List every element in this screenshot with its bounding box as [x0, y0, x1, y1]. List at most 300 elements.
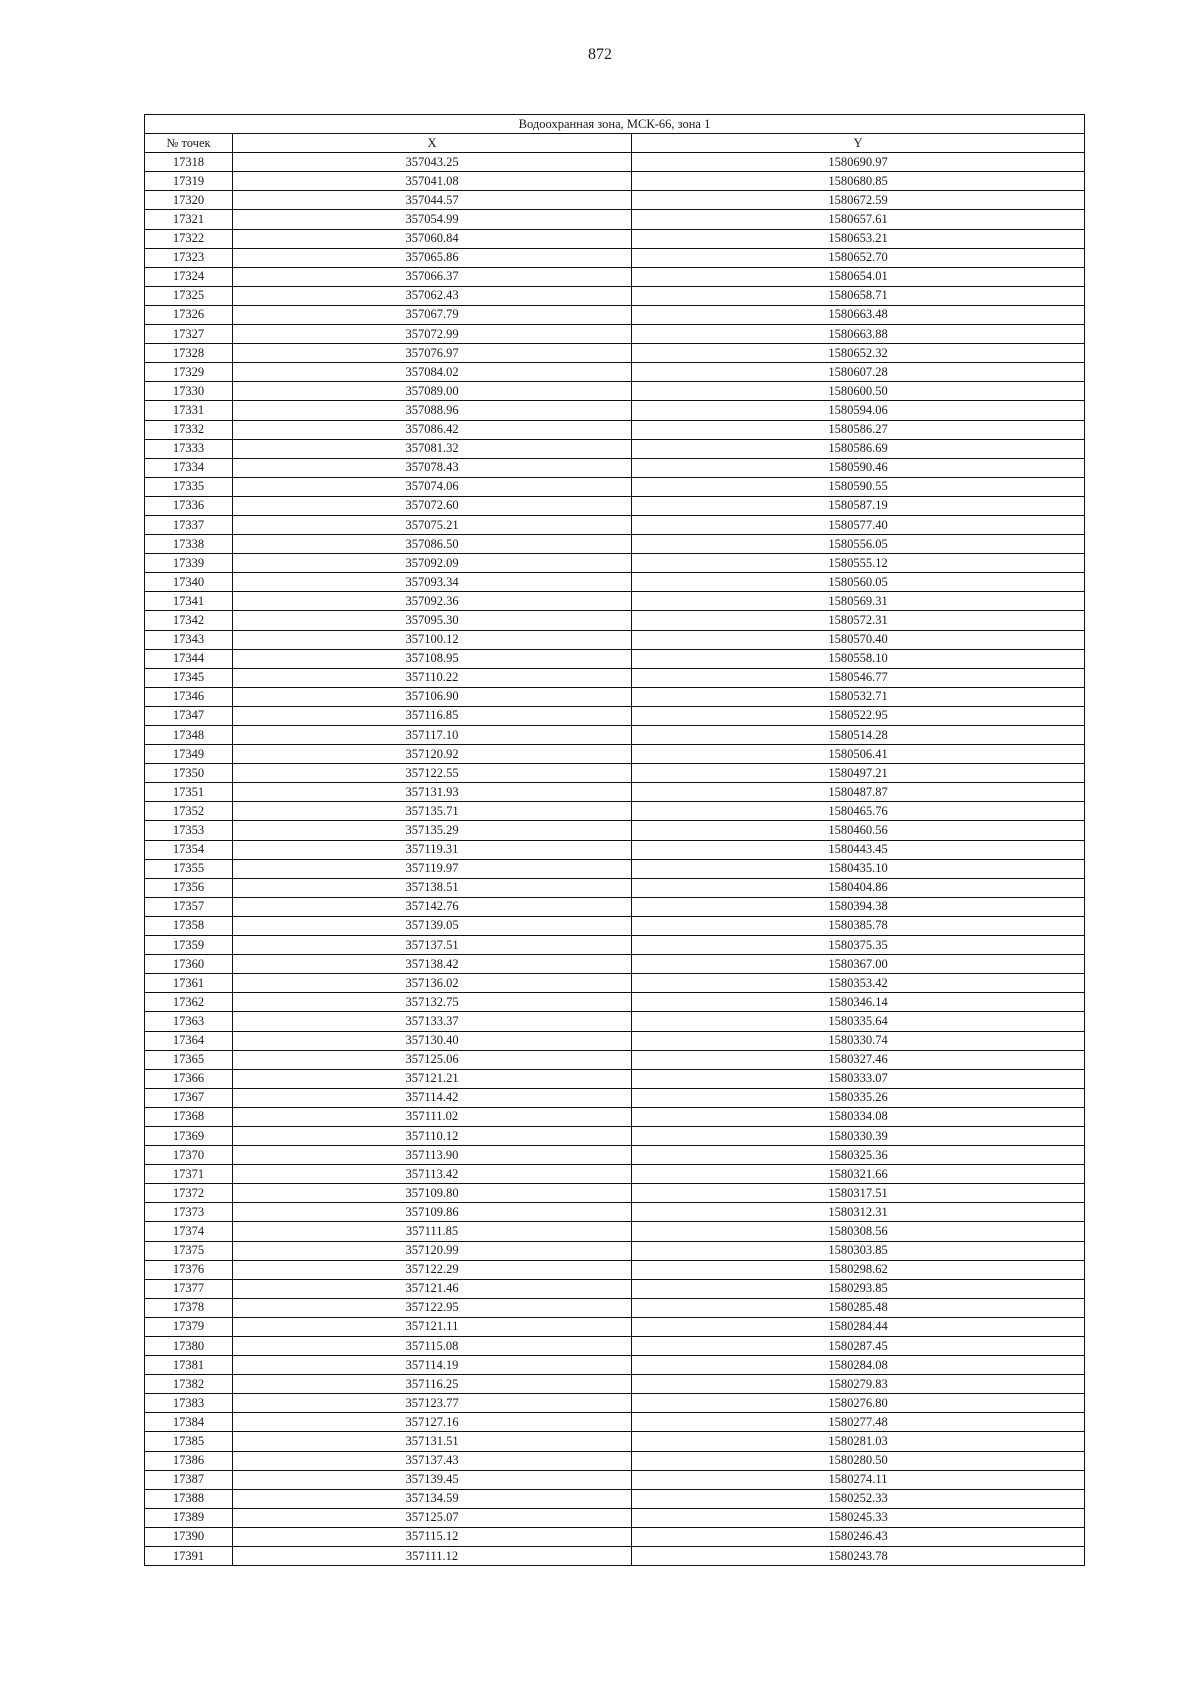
- y-coordinate-cell: 1580594.06: [632, 401, 1085, 420]
- point-number-cell: 17375: [145, 1241, 233, 1260]
- x-coordinate-cell: 357138.51: [233, 878, 632, 897]
- y-coordinate-cell: 1580586.27: [632, 420, 1085, 439]
- table-row: [145, 1489, 1085, 1508]
- point-number-cell: 17383: [145, 1394, 233, 1413]
- table-row: [145, 458, 1085, 477]
- table-row: [145, 229, 1085, 248]
- x-coordinate-cell: 357125.06: [233, 1050, 632, 1069]
- point-number-cell: 17354: [145, 840, 233, 859]
- point-number-cell: 17378: [145, 1298, 233, 1317]
- y-coordinate-cell: 1580435.10: [632, 859, 1085, 878]
- table-row: [145, 153, 1085, 172]
- table-row: [145, 573, 1085, 592]
- y-coordinate-cell: 1580654.01: [632, 267, 1085, 286]
- y-coordinate-cell: 1580252.33: [632, 1489, 1085, 1508]
- x-coordinate-cell: 357093.34: [233, 573, 632, 592]
- point-number-cell: 17336: [145, 496, 233, 515]
- y-coordinate-cell: 1580303.85: [632, 1241, 1085, 1260]
- y-coordinate-cell: 1580293.85: [632, 1279, 1085, 1298]
- point-number-cell: 17365: [145, 1050, 233, 1069]
- table-row: [145, 1375, 1085, 1394]
- table-row: [145, 649, 1085, 668]
- table-row: [145, 1260, 1085, 1279]
- point-number-cell: 17379: [145, 1317, 233, 1336]
- y-coordinate-cell: 1580680.85: [632, 172, 1085, 191]
- x-coordinate-cell: 357109.86: [233, 1203, 632, 1222]
- point-number-cell: 17347: [145, 706, 233, 725]
- point-number-cell: 17321: [145, 210, 233, 229]
- y-coordinate-cell: 1580334.08: [632, 1107, 1085, 1126]
- table-row: [145, 1356, 1085, 1375]
- point-number-cell: 17337: [145, 515, 233, 534]
- y-coordinate-cell: 1580317.51: [632, 1184, 1085, 1203]
- point-number-cell: 17323: [145, 248, 233, 267]
- y-coordinate-cell: 1580333.07: [632, 1069, 1085, 1088]
- point-number-cell: 17360: [145, 955, 233, 974]
- point-number-cell: 17325: [145, 286, 233, 305]
- point-number-cell: 17382: [145, 1375, 233, 1394]
- x-coordinate-cell: 357054.99: [233, 210, 632, 229]
- table-row: [145, 1203, 1085, 1222]
- table-title: Водоохранная зона, МСК-66, зона 1: [145, 115, 1085, 134]
- x-coordinate-cell: 357114.42: [233, 1088, 632, 1107]
- point-number-cell: 17320: [145, 191, 233, 210]
- point-number-cell: 17346: [145, 687, 233, 706]
- table-row: [145, 630, 1085, 649]
- x-coordinate-cell: 357139.05: [233, 916, 632, 935]
- table-row: [145, 802, 1085, 821]
- x-coordinate-cell: 357067.79: [233, 305, 632, 324]
- point-number-cell: 17369: [145, 1126, 233, 1145]
- y-coordinate-cell: 1580335.64: [632, 1012, 1085, 1031]
- table-row: [145, 783, 1085, 802]
- point-number-cell: 17319: [145, 172, 233, 191]
- point-number-cell: 17374: [145, 1222, 233, 1241]
- x-coordinate-cell: 357119.31: [233, 840, 632, 859]
- y-coordinate-cell: 1580284.44: [632, 1317, 1085, 1336]
- y-coordinate-cell: 1580367.00: [632, 955, 1085, 974]
- y-coordinate-cell: 1580658.71: [632, 286, 1085, 305]
- y-coordinate-cell: 1580672.59: [632, 191, 1085, 210]
- point-number-cell: 17351: [145, 783, 233, 802]
- table-row: [145, 1279, 1085, 1298]
- x-coordinate-cell: 357137.43: [233, 1451, 632, 1470]
- table-row: [145, 420, 1085, 439]
- y-coordinate-cell: 1580497.21: [632, 764, 1085, 783]
- point-number-cell: 17385: [145, 1432, 233, 1451]
- table-row: [145, 1317, 1085, 1336]
- point-number-cell: 17377: [145, 1279, 233, 1298]
- x-coordinate-cell: 357076.97: [233, 344, 632, 363]
- point-number-cell: 17363: [145, 1012, 233, 1031]
- x-coordinate-cell: 357122.55: [233, 764, 632, 783]
- y-coordinate-cell: 1580460.56: [632, 821, 1085, 840]
- point-number-cell: 17330: [145, 382, 233, 401]
- point-number-cell: 17341: [145, 592, 233, 611]
- x-coordinate-cell: 357066.37: [233, 267, 632, 286]
- table-row: [145, 344, 1085, 363]
- y-coordinate-cell: 1580556.05: [632, 535, 1085, 554]
- y-coordinate-cell: 1580330.74: [632, 1031, 1085, 1050]
- y-coordinate-cell: 1580487.87: [632, 783, 1085, 802]
- point-number-cell: 17386: [145, 1451, 233, 1470]
- x-coordinate-cell: 357084.02: [233, 363, 632, 382]
- x-coordinate-cell: 357132.75: [233, 993, 632, 1012]
- table-row: [145, 210, 1085, 229]
- table-row: [145, 305, 1085, 324]
- table-row: [145, 993, 1085, 1012]
- x-coordinate-cell: 357089.00: [233, 382, 632, 401]
- table-row: [145, 1470, 1085, 1489]
- x-coordinate-cell: 357121.21: [233, 1069, 632, 1088]
- table-row: [145, 1088, 1085, 1107]
- table-row: [145, 1547, 1085, 1566]
- table-row: [145, 286, 1085, 305]
- table-row: [145, 554, 1085, 573]
- point-number-cell: 17391: [145, 1547, 233, 1566]
- y-coordinate-cell: 1580663.88: [632, 325, 1085, 344]
- x-coordinate-cell: 357130.40: [233, 1031, 632, 1050]
- table-row: [145, 1337, 1085, 1356]
- x-coordinate-cell: 357120.92: [233, 745, 632, 764]
- point-number-cell: 17353: [145, 821, 233, 840]
- y-coordinate-cell: 1580385.78: [632, 916, 1085, 935]
- y-coordinate-cell: 1580465.76: [632, 802, 1085, 821]
- x-coordinate-cell: 357078.43: [233, 458, 632, 477]
- table-row: [145, 248, 1085, 267]
- x-coordinate-cell: 357114.19: [233, 1356, 632, 1375]
- point-number-cell: 17357: [145, 897, 233, 916]
- y-coordinate-cell: 1580285.48: [632, 1298, 1085, 1317]
- x-coordinate-cell: 357136.02: [233, 974, 632, 993]
- point-number-cell: 17324: [145, 267, 233, 286]
- point-number-cell: 17344: [145, 649, 233, 668]
- table-row: [145, 191, 1085, 210]
- y-coordinate-cell: 1580394.38: [632, 897, 1085, 916]
- point-number-cell: 17352: [145, 802, 233, 821]
- table-header-row: [145, 134, 1085, 153]
- table-row: [145, 515, 1085, 534]
- point-number-cell: 17373: [145, 1203, 233, 1222]
- point-number-cell: 17366: [145, 1069, 233, 1088]
- point-number-cell: 17348: [145, 726, 233, 745]
- x-coordinate-cell: 357142.76: [233, 897, 632, 916]
- point-number-cell: 17388: [145, 1489, 233, 1508]
- point-number-cell: 17390: [145, 1527, 233, 1546]
- x-coordinate-cell: 357123.77: [233, 1394, 632, 1413]
- x-coordinate-cell: 357106.90: [233, 687, 632, 706]
- point-number-cell: 17380: [145, 1337, 233, 1356]
- point-number-cell: 17387: [145, 1470, 233, 1489]
- x-coordinate-cell: 357134.59: [233, 1489, 632, 1508]
- y-coordinate-cell: 1580590.46: [632, 458, 1085, 477]
- x-coordinate-cell: 357110.12: [233, 1126, 632, 1145]
- table-row: [145, 878, 1085, 897]
- x-coordinate-cell: 357135.71: [233, 802, 632, 821]
- table-row: [145, 1126, 1085, 1145]
- point-number-cell: 17331: [145, 401, 233, 420]
- point-number-cell: 17389: [145, 1508, 233, 1527]
- x-coordinate-cell: 357113.90: [233, 1146, 632, 1165]
- y-coordinate-cell: 1580663.48: [632, 305, 1085, 324]
- point-number-cell: 17364: [145, 1031, 233, 1050]
- table-row: [145, 439, 1085, 458]
- point-number-cell: 17371: [145, 1165, 233, 1184]
- point-number-cell: 17368: [145, 1107, 233, 1126]
- point-number-cell: 17335: [145, 477, 233, 496]
- x-coordinate-cell: 357121.46: [233, 1279, 632, 1298]
- point-number-cell: 17333: [145, 439, 233, 458]
- point-number-cell: 17384: [145, 1413, 233, 1432]
- table-row: [145, 1451, 1085, 1470]
- x-coordinate-cell: 357122.95: [233, 1298, 632, 1317]
- y-coordinate-cell: 1580572.31: [632, 611, 1085, 630]
- y-coordinate-cell: 1580245.33: [632, 1508, 1085, 1527]
- point-number-cell: 17370: [145, 1146, 233, 1165]
- table-row: [145, 325, 1085, 344]
- table-row: [145, 1432, 1085, 1451]
- table-row: [145, 496, 1085, 515]
- table-row: [145, 916, 1085, 935]
- point-number-cell: 17381: [145, 1356, 233, 1375]
- point-number-cell: 17359: [145, 936, 233, 955]
- point-number-cell: 17338: [145, 535, 233, 554]
- y-coordinate-cell: 1580514.28: [632, 726, 1085, 745]
- x-coordinate-cell: 357110.22: [233, 668, 632, 687]
- table-row: [145, 1298, 1085, 1317]
- point-number-cell: 17322: [145, 229, 233, 248]
- point-number-cell: 17361: [145, 974, 233, 993]
- x-coordinate-cell: 357127.16: [233, 1413, 632, 1432]
- table-row: [145, 1394, 1085, 1413]
- table-row: [145, 382, 1085, 401]
- table-row: [145, 687, 1085, 706]
- y-coordinate-cell: 1580312.31: [632, 1203, 1085, 1222]
- table-row: [145, 1241, 1085, 1260]
- y-coordinate-cell: 1580443.45: [632, 840, 1085, 859]
- point-number-cell: 17362: [145, 993, 233, 1012]
- table-row: [145, 477, 1085, 496]
- x-coordinate-cell: 357086.42: [233, 420, 632, 439]
- table-row: [145, 936, 1085, 955]
- table-row: [145, 821, 1085, 840]
- y-coordinate-cell: 1580569.31: [632, 592, 1085, 611]
- table-row: [145, 840, 1085, 859]
- y-coordinate-cell: 1580287.45: [632, 1337, 1085, 1356]
- x-coordinate-cell: 357074.06: [233, 477, 632, 496]
- y-coordinate-cell: 1580353.42: [632, 974, 1085, 993]
- point-number-cell: 17326: [145, 305, 233, 324]
- x-coordinate-cell: 357111.12: [233, 1547, 632, 1566]
- point-number-cell: 17376: [145, 1260, 233, 1279]
- x-coordinate-cell: 357075.21: [233, 515, 632, 534]
- table-row: [145, 1107, 1085, 1126]
- table-row: [145, 1527, 1085, 1546]
- table-title-row: [145, 115, 1085, 134]
- y-coordinate-cell: 1580308.56: [632, 1222, 1085, 1241]
- y-coordinate-cell: 1580586.69: [632, 439, 1085, 458]
- table-row: [145, 745, 1085, 764]
- y-coordinate-cell: 1580657.61: [632, 210, 1085, 229]
- x-coordinate-cell: 357062.43: [233, 286, 632, 305]
- x-coordinate-cell: 357108.95: [233, 649, 632, 668]
- y-coordinate-cell: 1580546.77: [632, 668, 1085, 687]
- table-row: [145, 1031, 1085, 1050]
- y-coordinate-cell: 1580532.71: [632, 687, 1085, 706]
- y-coordinate-cell: 1580600.50: [632, 382, 1085, 401]
- y-coordinate-cell: 1580346.14: [632, 993, 1085, 1012]
- x-coordinate-cell: 357138.42: [233, 955, 632, 974]
- y-coordinate-cell: 1580652.32: [632, 344, 1085, 363]
- x-coordinate-cell: 357116.25: [233, 1375, 632, 1394]
- x-coordinate-cell: 357095.30: [233, 611, 632, 630]
- table-row: [145, 1146, 1085, 1165]
- y-coordinate-cell: 1580653.21: [632, 229, 1085, 248]
- table-row: [145, 1413, 1085, 1432]
- x-coordinate-cell: 357109.80: [233, 1184, 632, 1203]
- y-coordinate-cell: 1580690.97: [632, 153, 1085, 172]
- table-row: [145, 859, 1085, 878]
- x-coordinate-cell: 357044.57: [233, 191, 632, 210]
- y-coordinate-cell: 1580560.05: [632, 573, 1085, 592]
- table-row: [145, 401, 1085, 420]
- x-coordinate-cell: 357131.51: [233, 1432, 632, 1451]
- point-number-cell: 17372: [145, 1184, 233, 1203]
- header-point-number: № точек: [145, 134, 233, 153]
- table-row: [145, 668, 1085, 687]
- table-row: [145, 897, 1085, 916]
- y-coordinate-cell: 1580590.55: [632, 477, 1085, 496]
- y-coordinate-cell: 1580607.28: [632, 363, 1085, 382]
- point-number-cell: 17350: [145, 764, 233, 783]
- y-coordinate-cell: 1580327.46: [632, 1050, 1085, 1069]
- table-row: [145, 974, 1085, 993]
- x-coordinate-cell: 357111.02: [233, 1107, 632, 1126]
- point-number-cell: 17327: [145, 325, 233, 344]
- x-coordinate-cell: 357121.11: [233, 1317, 632, 1336]
- x-coordinate-cell: 357135.29: [233, 821, 632, 840]
- y-coordinate-cell: 1580587.19: [632, 496, 1085, 515]
- point-number-cell: 17356: [145, 878, 233, 897]
- x-coordinate-cell: 357115.12: [233, 1527, 632, 1546]
- table-row: [145, 726, 1085, 745]
- point-number-cell: 17367: [145, 1088, 233, 1107]
- x-coordinate-cell: 357113.42: [233, 1165, 632, 1184]
- y-coordinate-cell: 1580274.11: [632, 1470, 1085, 1489]
- point-number-cell: 17334: [145, 458, 233, 477]
- y-coordinate-cell: 1580298.62: [632, 1260, 1085, 1279]
- y-coordinate-cell: 1580577.40: [632, 515, 1085, 534]
- y-coordinate-cell: 1580330.39: [632, 1126, 1085, 1145]
- x-coordinate-cell: 357133.37: [233, 1012, 632, 1031]
- y-coordinate-cell: 1580506.41: [632, 745, 1085, 764]
- header-x: X: [233, 134, 632, 153]
- table-row: [145, 535, 1085, 554]
- x-coordinate-cell: 357115.08: [233, 1337, 632, 1356]
- table-head: [145, 115, 1085, 153]
- table-row: [145, 172, 1085, 191]
- y-coordinate-cell: 1580246.43: [632, 1527, 1085, 1546]
- y-coordinate-cell: 1580279.83: [632, 1375, 1085, 1394]
- x-coordinate-cell: 357043.25: [233, 153, 632, 172]
- x-coordinate-cell: 357060.84: [233, 229, 632, 248]
- x-coordinate-cell: 357092.09: [233, 554, 632, 573]
- point-number-cell: 17340: [145, 573, 233, 592]
- x-coordinate-cell: 357072.99: [233, 325, 632, 344]
- y-coordinate-cell: 1580375.35: [632, 936, 1085, 955]
- x-coordinate-cell: 357041.08: [233, 172, 632, 191]
- x-coordinate-cell: 357086.50: [233, 535, 632, 554]
- table-body: [145, 153, 1085, 1566]
- point-number-cell: 17328: [145, 344, 233, 363]
- table-row: [145, 267, 1085, 286]
- y-coordinate-cell: 1580243.78: [632, 1547, 1085, 1566]
- x-coordinate-cell: 357072.60: [233, 496, 632, 515]
- y-coordinate-cell: 1580325.36: [632, 1146, 1085, 1165]
- table-row: [145, 1222, 1085, 1241]
- table-row: [145, 363, 1085, 382]
- x-coordinate-cell: 357116.85: [233, 706, 632, 725]
- x-coordinate-cell: 357131.93: [233, 783, 632, 802]
- y-coordinate-cell: 1580335.26: [632, 1088, 1085, 1107]
- y-coordinate-cell: 1580404.86: [632, 878, 1085, 897]
- point-number-cell: 17339: [145, 554, 233, 573]
- y-coordinate-cell: 1580522.95: [632, 706, 1085, 725]
- table-row: [145, 1165, 1085, 1184]
- page-number: 872: [588, 46, 612, 63]
- y-coordinate-cell: 1580277.48: [632, 1413, 1085, 1432]
- header-y: Y: [632, 134, 1085, 153]
- x-coordinate-cell: 357092.36: [233, 592, 632, 611]
- point-number-cell: 17358: [145, 916, 233, 935]
- point-number-cell: 17329: [145, 363, 233, 382]
- y-coordinate-cell: 1580280.50: [632, 1451, 1085, 1470]
- y-coordinate-cell: 1580284.08: [632, 1356, 1085, 1375]
- y-coordinate-cell: 1580558.10: [632, 649, 1085, 668]
- point-number-cell: 17342: [145, 611, 233, 630]
- y-coordinate-cell: 1580276.80: [632, 1394, 1085, 1413]
- point-number-cell: 17345: [145, 668, 233, 687]
- y-coordinate-cell: 1580652.70: [632, 248, 1085, 267]
- x-coordinate-cell: 357081.32: [233, 439, 632, 458]
- y-coordinate-cell: 1580321.66: [632, 1165, 1085, 1184]
- point-number-cell: 17343: [145, 630, 233, 649]
- x-coordinate-cell: 357100.12: [233, 630, 632, 649]
- y-coordinate-cell: 1580281.03: [632, 1432, 1085, 1451]
- table-row: [145, 1184, 1085, 1203]
- y-coordinate-cell: 1580570.40: [632, 630, 1085, 649]
- table-row: [145, 706, 1085, 725]
- x-coordinate-cell: 357122.29: [233, 1260, 632, 1279]
- coordinates-table: [144, 114, 1085, 1566]
- x-coordinate-cell: 357120.99: [233, 1241, 632, 1260]
- table-row: [145, 1050, 1085, 1069]
- table-row: [145, 764, 1085, 783]
- x-coordinate-cell: 357088.96: [233, 401, 632, 420]
- point-number-cell: 17349: [145, 745, 233, 764]
- x-coordinate-cell: 357119.97: [233, 859, 632, 878]
- x-coordinate-cell: 357137.51: [233, 936, 632, 955]
- table-row: [145, 611, 1085, 630]
- x-coordinate-cell: 357139.45: [233, 1470, 632, 1489]
- table-row: [145, 955, 1085, 974]
- table-row: [145, 1012, 1085, 1031]
- point-number-cell: 17332: [145, 420, 233, 439]
- x-coordinate-cell: 357125.07: [233, 1508, 632, 1527]
- table-row: [145, 1069, 1085, 1088]
- point-number-cell: 17318: [145, 153, 233, 172]
- x-coordinate-cell: 357065.86: [233, 248, 632, 267]
